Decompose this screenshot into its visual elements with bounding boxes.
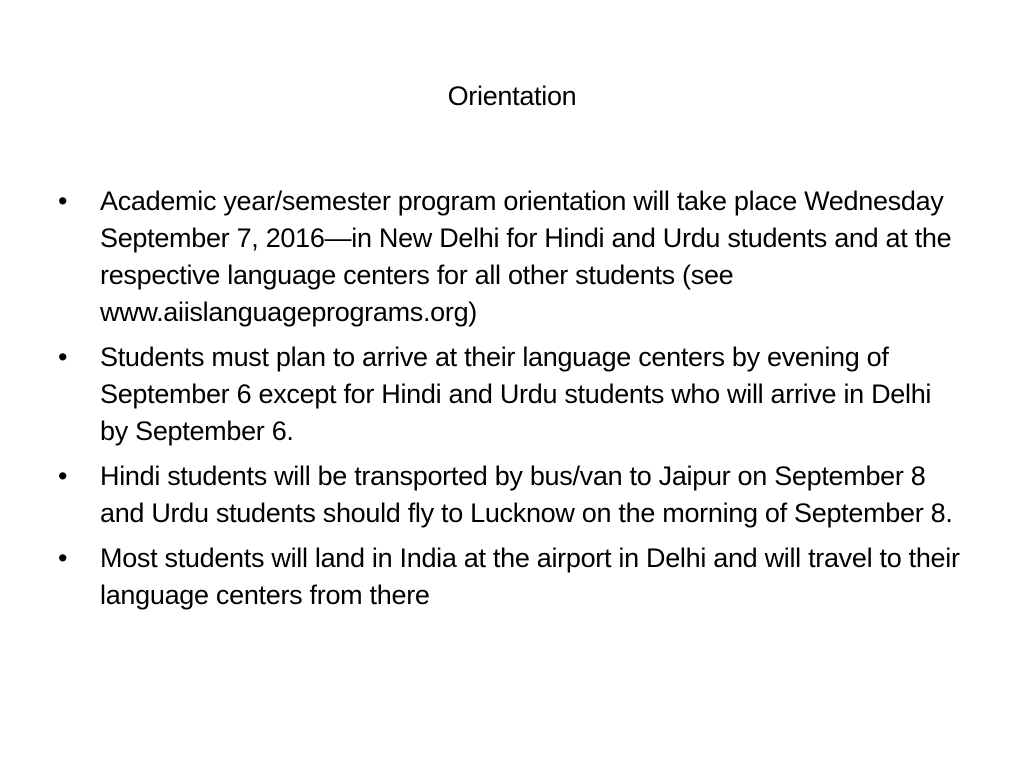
bullet-item [55,339,965,450]
bullet-text: Students must plan to arrive at their language centers by evening of September 6 except for Hindi and Urdu students who will arrive in Delhi by September 6. [100,342,932,446]
bullet-item [55,458,965,532]
bullet-text: Academic year/semester program orientation will take place Wednesday September 7, 2016—in New Delhi for Hindi and Urdu students and at the respective language centers for all other students (see www.aiislanguageprograms.org) [100,186,952,327]
bullet-dot-icon: • [58,342,68,372]
bullet-text: Most students will land in India at the airport in Delhi and will travel to their language centers from there [100,543,960,610]
bullet-dot-icon: • [58,461,68,491]
bullet-list [55,183,965,622]
bullet-text: Hindi students will be transported by bus/van to Jaipur on September 8 and Urdu students should fly to Lucknow on the morning of September 8. [100,461,953,528]
bullet-dot-icon: • [58,543,68,573]
bullet-dot-icon: • [58,186,68,216]
bullet-item [55,183,965,331]
slide-title: Orientation [447,81,577,111]
bullet-item [55,540,965,614]
